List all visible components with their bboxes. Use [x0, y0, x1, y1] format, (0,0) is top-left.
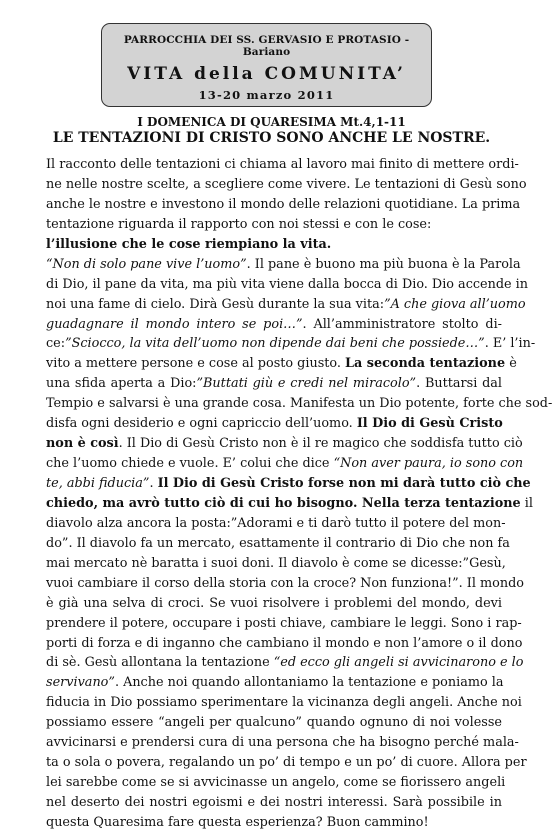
- body-line: [46, 494, 533, 514]
- text-run: di sè. Gesù allontana la tentazione: [46, 655, 274, 671]
- text-run: prendere il potere, occupare i posti chiave, cambiare le leggi. Sono i rap-: [46, 615, 522, 631]
- text-run: ”Buttati giù e credi nel miracolo”: [196, 376, 417, 392]
- body-line: [46, 315, 502, 335]
- body-line: [46, 813, 502, 833]
- text-run: . Il pane è buono ma più buona è la Parola: [246, 256, 521, 272]
- body-line: [46, 534, 510, 554]
- body-line: [46, 275, 529, 295]
- body-line: [46, 673, 502, 693]
- body-line: [46, 614, 522, 634]
- body-line: [46, 514, 506, 534]
- text-run: porti di forza e di inganno che cambiano il mondo e non l’amore o il dono: [46, 635, 523, 651]
- text-run: fiducia in Dio possiamo sperimentare la vicinanza degli angeli. Anche noi: [46, 695, 522, 711]
- body-line: [46, 434, 523, 454]
- text-run: il: [520, 495, 533, 511]
- text-run: mai mercato nè baratta i suoi doni. Il diavolo è come se dicesse:”Gesù,: [46, 555, 506, 571]
- body-line: [46, 255, 521, 275]
- text-run: avvicinarsi e prendersi cura di una persona che ha bisogno perché mala-: [46, 735, 519, 751]
- article-body: [46, 155, 552, 833]
- newsletter-title: VITA della COMUNITA’: [127, 64, 406, 84]
- text-run: che l’uomo chiede e vuole. E’ colui che dice: [46, 456, 334, 472]
- body-line: [46, 354, 517, 374]
- text-run: do”. Il diavolo fa un mercato, esattamente il contrario di Dio che non fa: [46, 535, 510, 551]
- text-run: non è così: [46, 436, 119, 452]
- text-run: . Anche noi quando allontaniamo la tentazione e poniamo la: [114, 675, 504, 691]
- text-run: chiedo, ma avrò tutto ciò di cui ho bisogno. Nella terza tentazione: [46, 495, 521, 511]
- text-run: ce:: [46, 336, 66, 352]
- text-run: tentazione riguarda il rapporto con noi stessi e con le cose:: [46, 216, 432, 232]
- text-run: noi una fame di cielo. Dirà Gesù durante la sua vita:: [46, 296, 385, 312]
- body-line: [46, 235, 502, 255]
- body-line: [46, 574, 524, 594]
- body-line: [46, 175, 527, 195]
- text-run: . E’ l’in-: [484, 336, 536, 352]
- body-line: [46, 454, 524, 474]
- text-run: “ed ecco gli angeli si avvicinarono e lo: [273, 655, 524, 671]
- body-line: [46, 554, 506, 574]
- text-run: anche le nostre e investono il mondo delle relazioni quotidiane. La prima: [46, 196, 521, 212]
- body-line: [46, 753, 527, 773]
- body-line: [46, 334, 536, 354]
- body-line: [46, 594, 502, 614]
- text-run: Il racconto delle tentazioni ci chiama al lavoro mai finito di mettere ordi-: [46, 157, 519, 172]
- text-run: una sfida aperta a Dio:: [46, 376, 197, 392]
- text-run: ne nelle nostre scelte, a scegliere come vivere. Le tentazioni di Gesù sono: [46, 176, 527, 192]
- masthead: [101, 23, 432, 107]
- text-run: nel deserto dei nostri egoismi e dei nostri interessi. Sarà possibile in: [46, 795, 502, 810]
- text-run: servivano”: [46, 675, 115, 691]
- text-run: La seconda tentazione: [345, 356, 506, 372]
- text-run: te, abbi fiducia”: [46, 476, 150, 491]
- text-run: ta o sola o povera, regalando un po’ di tempo e un po’ di cuore. Allora per: [46, 755, 527, 771]
- body-line: [46, 653, 524, 673]
- body-line: [46, 394, 552, 414]
- body-line: [46, 215, 502, 235]
- text-run: “Non aver paura, io sono con: [333, 456, 524, 472]
- issue-dates: 13-20 marzo 2011: [198, 88, 335, 102]
- text-run: possiamo essere “angeli per qualcuno” quando ognuno di noi volesse: [46, 715, 502, 731]
- text-run: guadagnare il mondo intero se poi…”: [46, 316, 303, 332]
- body-line: [46, 733, 519, 753]
- text-run: . All’amministratore stolto di-: [302, 316, 502, 332]
- text-run: diavolo alza ancora la posta:”Adorami e ti darò tutto il potere del mon-: [46, 515, 506, 531]
- article-kicker: I DOMENICA DI QUARESIMA Mt.4,1-11: [137, 115, 406, 129]
- body-line: [46, 295, 526, 315]
- text-run: questa Quaresima fare questa esperienza? Buon cammino!: [46, 814, 429, 830]
- article-headline: LE TENTAZIONI DI CRISTO SONO ANCHE LE NOSTRE.: [52, 130, 491, 146]
- text-run: disfa ogni desiderio e ogni capriccio dell’uomo.: [46, 416, 357, 432]
- body-line: [46, 374, 502, 394]
- body-line: [46, 693, 522, 713]
- text-run: di Dio, il pane da vita, ma più vita viene dalla bocca di Dio. Dio accende in: [46, 276, 529, 292]
- text-run: . Il Dio di Gesù Cristo non è il re magico che soddisfa tutto ciò: [118, 436, 523, 452]
- text-run: vuoi cambiare il corso della storia con la croce? Non funziona!”. Il mondo: [46, 575, 524, 591]
- text-run: vito a mettere persone e cose al posto giusto.: [46, 356, 346, 372]
- text-run: Tempio e salvarsi è una grande cosa. Manifesta un Dio potente, forte che sod-: [46, 396, 552, 412]
- body-line: [46, 155, 519, 175]
- text-run: . Buttarsi dal: [416, 376, 503, 392]
- parish-name: PARROCCHIA DEI SS. GERVASIO E PROTASIO - Bariano: [123, 34, 410, 58]
- text-run: ”Sciocco, la vita dell’uomo non dipende dai beni che possiede…”: [65, 336, 485, 352]
- body-line: [46, 713, 502, 733]
- body-line: [46, 793, 502, 813]
- body-line: [46, 634, 523, 654]
- text-run: Il Dio di Gesù Cristo: [356, 416, 503, 432]
- body-line: [46, 414, 502, 434]
- body-line: [46, 773, 506, 793]
- text-run: è già una selva di croci. Se vuoi risolvere i problemi del mondo, devi: [46, 595, 502, 611]
- text-run: ”A che giova all’uomo: [384, 296, 526, 312]
- text-run: l’illusione che le cose riempiano la vita.: [46, 236, 332, 252]
- text-run: .: [149, 476, 158, 491]
- body-line: [46, 195, 521, 215]
- text-run: “Non di solo pane vive l’uomo”: [46, 256, 247, 272]
- text-run: Il Dio di Gesù Cristo forse non mi darà tutto ciò che: [157, 476, 531, 491]
- text-run: lei sarebbe come se si avvicinasse un angelo, come se fiorissero angeli: [46, 775, 506, 791]
- body-line: [46, 474, 531, 494]
- text-run: è: [505, 356, 517, 372]
